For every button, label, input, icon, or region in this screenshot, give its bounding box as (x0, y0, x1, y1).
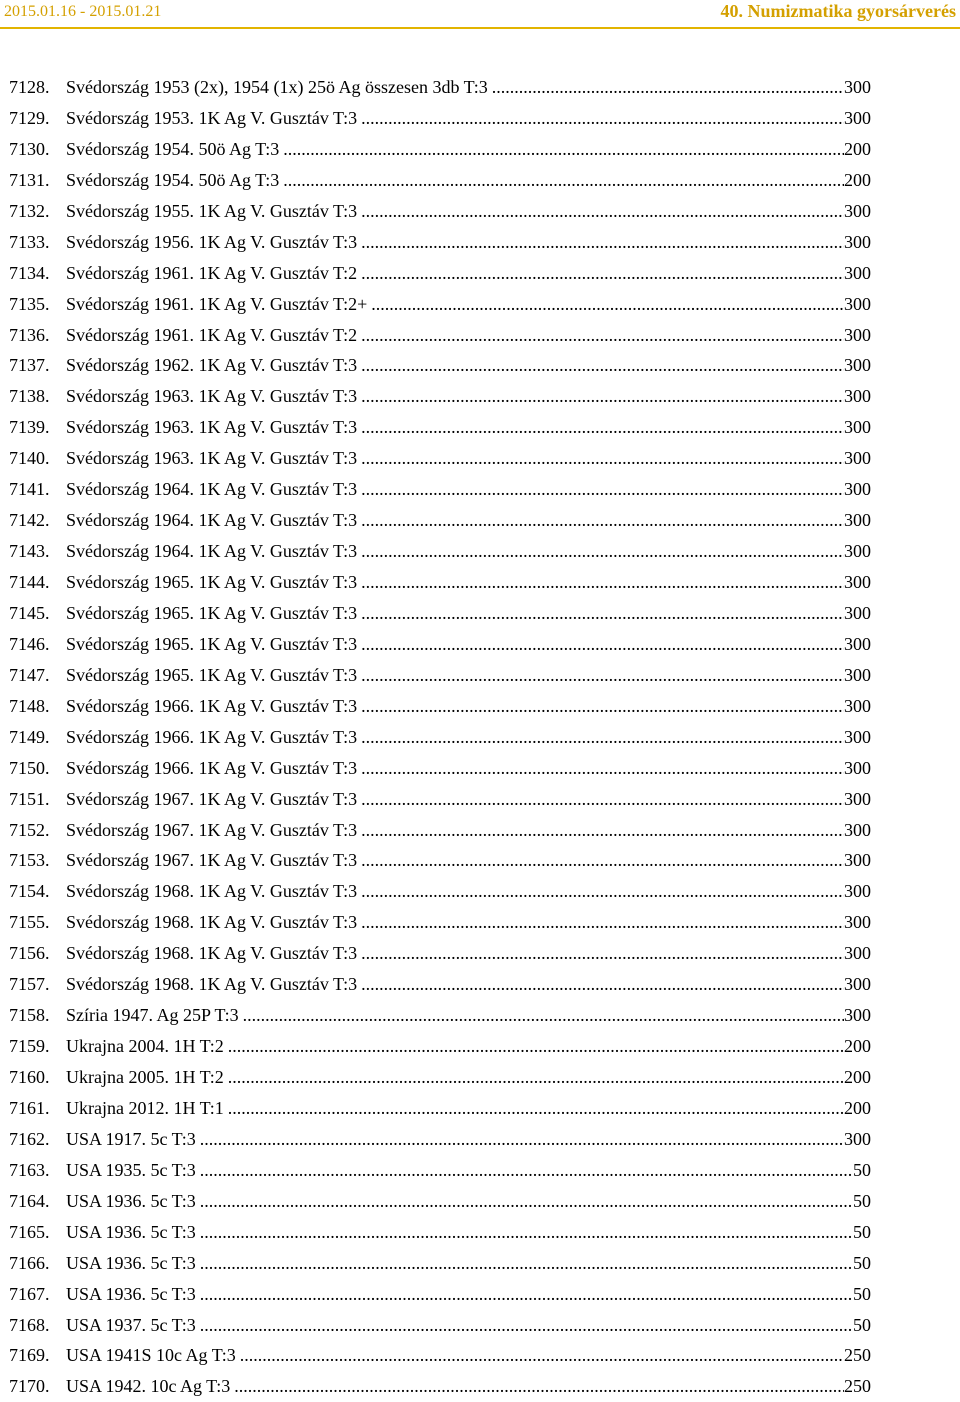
lot-number: 7131. (9, 169, 50, 190)
lot-starting-price: 300 (844, 943, 871, 964)
lot-description: Svédország 1964. 1K Ag V. Gusztáv T:3 (66, 479, 358, 500)
lot-starting-price: 300 (844, 850, 871, 871)
dot-leader (361, 103, 844, 134)
lot-number: 7144. (9, 572, 50, 592)
lot-row (9, 165, 871, 196)
lot-starting-price: 300 (844, 602, 871, 623)
header-divider (0, 27, 960, 29)
lot-starting-price: 300 (844, 664, 871, 685)
lot-description: Svédország 1967. 1K Ag V. Gusztáv T:3 (66, 850, 358, 871)
lot-starting-price: 300 (844, 881, 871, 902)
lot-row (9, 1248, 871, 1279)
lot-description: Svédország 1967. 1K Ag V. Gusztáv T:3 (66, 788, 358, 809)
lot-number: 7156. (9, 943, 50, 964)
lot-description: Ukrajna 2004. 1H T:2 (66, 1036, 224, 1057)
lot-description: Svédország 1967. 1K Ag V. Gusztáv T:3 (66, 819, 358, 840)
dot-leader (361, 474, 844, 505)
lot-starting-price: 300 (844, 1128, 871, 1149)
dot-leader (361, 845, 844, 876)
dot-leader (361, 227, 844, 258)
dot-leader (361, 629, 844, 660)
lot-description: Svédország 1965. 1K Ag V. Gusztáv T:3 (66, 664, 358, 685)
dot-leader (228, 1062, 844, 1093)
dot-leader (492, 72, 844, 103)
lot-number: 7151. (9, 788, 50, 809)
lot-starting-price: 300 (844, 231, 871, 252)
lot-number: 7155. (9, 912, 50, 933)
lot-number: 7135. (9, 293, 50, 314)
dot-leader (361, 876, 844, 907)
dot-leader (243, 1000, 844, 1031)
lot-starting-price: 50 (853, 1221, 871, 1242)
lot-number: 7146. (9, 633, 50, 654)
lot-starting-price: 300 (844, 726, 871, 747)
lot-starting-price: 250 (844, 1345, 871, 1366)
lot-starting-price: 300 (844, 293, 871, 314)
lot-description: Svédország 1965. 1K Ag V. Gusztáv T:3 (66, 602, 358, 623)
page-header (0, 0, 960, 30)
dot-leader (200, 1279, 853, 1310)
lot-description: USA 1936. 5c T:3 (66, 1283, 196, 1304)
dot-leader (283, 165, 844, 196)
lot-description: USA 1936. 5c T:3 (66, 1252, 196, 1273)
lot-description: Svédország 1968. 1K Ag V. Gusztáv T:3 (66, 943, 358, 964)
lot-description: Svédország 1954. 50ö Ag T:3 (66, 169, 280, 190)
auction-title: 40. Numizmatika gyorsárverés (720, 1, 956, 21)
lot-description: USA 1942. 10c Ag T:3 (66, 1376, 231, 1397)
lot-starting-price: 300 (844, 355, 871, 376)
lot-starting-price: 300 (844, 788, 871, 809)
lot-starting-price: 200 (844, 1036, 871, 1057)
lot-description: Svédország 1966. 1K Ag V. Gusztáv T:3 (66, 757, 358, 778)
lot-starting-price: 300 (844, 541, 871, 562)
lot-row (9, 907, 871, 938)
lot-description: Svédország 1953 (2x), 1954 (1x) 25ö Ag összesen 3db T:3 (66, 77, 488, 97)
lot-row (9, 1217, 871, 1248)
lot-starting-price: 300 (844, 417, 871, 438)
dot-leader (361, 567, 844, 598)
dot-leader (361, 196, 844, 227)
lot-starting-price: 300 (844, 1005, 871, 1026)
lot-starting-price: 50 (853, 1314, 871, 1335)
dot-leader (361, 505, 844, 536)
lot-row (9, 1031, 871, 1062)
dot-leader (361, 350, 844, 381)
lot-starting-price: 300 (844, 819, 871, 840)
lot-description: Svédország 1961. 1K Ag V. Gusztáv T:2+ (66, 293, 368, 314)
lot-starting-price: 200 (844, 138, 871, 159)
dot-leader (361, 320, 844, 351)
dot-leader (361, 536, 844, 567)
lot-row (9, 722, 871, 753)
dot-leader (361, 784, 844, 815)
dot-leader (228, 1031, 844, 1062)
lot-description: Svédország 1962. 1K Ag V. Gusztáv T:3 (66, 355, 358, 376)
lot-starting-price: 300 (844, 912, 871, 933)
lot-starting-price: 300 (844, 262, 871, 283)
lot-description: Szíria 1947. Ag 25P T:3 (66, 1005, 239, 1026)
lot-description: Svédország 1966. 1K Ag V. Gusztáv T:3 (66, 726, 358, 747)
dot-leader (361, 722, 844, 753)
lot-row (9, 1279, 871, 1310)
lot-row (9, 196, 871, 227)
lot-number: 7161. (9, 1097, 50, 1118)
lot-list (9, 72, 871, 1402)
lot-description: USA 1917. 5c T:3 (66, 1128, 196, 1149)
lot-description: Ukrajna 2012. 1H T:1 (66, 1097, 224, 1118)
lot-number: 7133. (9, 231, 50, 252)
dot-leader (361, 969, 844, 1000)
lot-starting-price: 300 (844, 479, 871, 500)
lot-description: USA 1935. 5c T:3 (66, 1159, 196, 1180)
auction-date-range: 2015.01.16 - 2015.01.21 (4, 3, 162, 20)
lot-number: 7143. (9, 541, 50, 562)
dot-leader (361, 907, 844, 938)
dot-leader (200, 1155, 853, 1186)
dot-leader (200, 1248, 853, 1279)
lot-number: 7137. (9, 355, 50, 376)
lot-row (9, 691, 871, 722)
lot-starting-price: 250 (844, 1376, 871, 1397)
lot-row (9, 474, 871, 505)
lot-number: 7168. (9, 1314, 50, 1335)
lot-number: 7139. (9, 417, 50, 438)
lot-row (9, 753, 871, 784)
lot-starting-price: 300 (844, 107, 871, 128)
dot-leader (200, 1186, 853, 1217)
dot-leader (361, 258, 844, 289)
lot-row (9, 134, 871, 165)
lot-number: 7159. (9, 1036, 50, 1057)
lot-row (9, 1062, 871, 1093)
lot-number: 7160. (9, 1067, 50, 1087)
lot-description: Svédország 1968. 1K Ag V. Gusztáv T:3 (66, 912, 358, 933)
lot-description: Svédország 1964. 1K Ag V. Gusztáv T:3 (66, 541, 358, 562)
lot-row (9, 536, 871, 567)
lot-starting-price: 300 (844, 386, 871, 407)
lot-row (9, 350, 871, 381)
lot-starting-price: 300 (844, 695, 871, 716)
lot-number: 7170. (9, 1376, 50, 1397)
lot-number: 7130. (9, 138, 50, 159)
lot-row (9, 72, 871, 103)
lot-starting-price: 300 (844, 200, 871, 221)
lot-number: 7129. (9, 107, 50, 128)
lot-number: 7166. (9, 1252, 50, 1273)
lot-number: 7163. (9, 1159, 50, 1180)
lot-number: 7140. (9, 448, 50, 469)
lot-row (9, 969, 871, 1000)
lot-starting-price: 300 (844, 510, 871, 531)
lot-number: 7158. (9, 1005, 50, 1026)
dot-leader (361, 938, 844, 969)
lot-row (9, 103, 871, 134)
lot-starting-price: 300 (844, 324, 871, 345)
lot-row (9, 505, 871, 536)
lot-starting-price: 200 (844, 169, 871, 190)
lot-number: 7167. (9, 1283, 50, 1304)
dot-leader (200, 1124, 844, 1155)
lot-description: Svédország 1966. 1K Ag V. Gusztáv T:3 (66, 695, 358, 716)
lot-description: Svédország 1964. 1K Ag V. Gusztáv T:3 (66, 510, 358, 531)
dot-leader (361, 381, 844, 412)
lot-row (9, 815, 871, 846)
lot-description: Svédország 1965. 1K Ag V. Gusztáv T:3 (66, 633, 358, 654)
lot-row (9, 845, 871, 876)
lot-number: 7136. (9, 324, 50, 345)
lot-row (9, 381, 871, 412)
dot-leader (283, 134, 844, 165)
dot-leader (240, 1340, 844, 1371)
lot-number: 7142. (9, 510, 50, 531)
lot-number: 7169. (9, 1345, 50, 1366)
lot-row (9, 876, 871, 907)
lot-number: 7138. (9, 386, 50, 407)
lot-description: Svédország 1956. 1K Ag V. Gusztáv T:3 (66, 231, 358, 252)
lot-description: Svédország 1954. 50ö Ag T:3 (66, 138, 280, 159)
lot-starting-price: 300 (844, 572, 871, 592)
dot-leader (228, 1093, 844, 1124)
lot-row (9, 258, 871, 289)
lot-description: Svédország 1963. 1K Ag V. Gusztáv T:3 (66, 386, 358, 407)
dot-leader (361, 443, 844, 474)
lot-starting-price: 300 (844, 633, 871, 654)
dot-leader (200, 1217, 853, 1248)
lot-row (9, 443, 871, 474)
lot-starting-price: 200 (844, 1067, 871, 1087)
lot-number: 7164. (9, 1190, 50, 1211)
lot-number: 7145. (9, 602, 50, 623)
lot-number: 7162. (9, 1128, 50, 1149)
lot-number: 7147. (9, 664, 50, 685)
lot-row (9, 289, 871, 320)
dot-leader (200, 1310, 853, 1341)
lot-row (9, 1310, 871, 1341)
lot-number: 7134. (9, 262, 50, 283)
dot-leader (371, 289, 844, 320)
lot-row (9, 1155, 871, 1186)
lot-starting-price: 300 (844, 77, 871, 97)
lot-row (9, 1093, 871, 1124)
dot-leader (361, 660, 844, 691)
lot-description: USA 1941S 10c Ag T:3 (66, 1345, 236, 1366)
lot-number: 7157. (9, 974, 50, 995)
lot-row (9, 1124, 871, 1155)
lot-starting-price: 300 (844, 448, 871, 469)
lot-description: USA 1937. 5c T:3 (66, 1314, 196, 1335)
lot-row (9, 1371, 871, 1402)
lot-description: Svédország 1963. 1K Ag V. Gusztáv T:3 (66, 448, 358, 469)
lot-description: Svédország 1961. 1K Ag V. Gusztáv T:2 (66, 262, 358, 283)
dot-leader (361, 815, 844, 846)
lot-description: Svédország 1953. 1K Ag V. Gusztáv T:3 (66, 107, 358, 128)
dot-leader (234, 1371, 844, 1402)
lot-row (9, 1000, 871, 1031)
lot-row (9, 660, 871, 691)
lot-number: 7154. (9, 881, 50, 902)
lot-number: 7150. (9, 757, 50, 778)
lot-number: 7152. (9, 819, 50, 840)
lot-description: Svédország 1968. 1K Ag V. Gusztáv T:3 (66, 974, 358, 995)
lot-number: 7149. (9, 726, 50, 747)
dot-leader (361, 412, 844, 443)
lot-row (9, 938, 871, 969)
lot-row (9, 320, 871, 351)
lot-row (9, 784, 871, 815)
lot-number: 7148. (9, 695, 50, 716)
lot-number: 7153. (9, 850, 50, 871)
lot-starting-price: 50 (853, 1190, 871, 1211)
lot-starting-price: 50 (853, 1283, 871, 1304)
dot-leader (361, 598, 844, 629)
lot-row (9, 412, 871, 443)
lot-starting-price: 50 (853, 1159, 871, 1180)
lot-description: Svédország 1955. 1K Ag V. Gusztáv T:3 (66, 200, 358, 221)
lot-description: Svédország 1963. 1K Ag V. Gusztáv T:3 (66, 417, 358, 438)
lot-description: USA 1936. 5c T:3 (66, 1221, 196, 1242)
lot-number: 7141. (9, 479, 50, 500)
dot-leader (361, 691, 844, 722)
lot-row (9, 1186, 871, 1217)
lot-row (9, 227, 871, 258)
lot-row (9, 629, 871, 660)
lot-starting-price: 300 (844, 757, 871, 778)
lot-row (9, 1340, 871, 1371)
lot-starting-price: 50 (853, 1252, 871, 1273)
lot-starting-price: 300 (844, 974, 871, 995)
lot-starting-price: 200 (844, 1097, 871, 1118)
lot-row (9, 598, 871, 629)
lot-description: Svédország 1965. 1K Ag V. Gusztáv T:3 (66, 572, 358, 592)
lot-description: Svédország 1968. 1K Ag V. Gusztáv T:3 (66, 881, 358, 902)
dot-leader (361, 753, 844, 784)
lot-description: Svédország 1961. 1K Ag V. Gusztáv T:2 (66, 324, 358, 345)
lot-row (9, 567, 871, 598)
lot-description: USA 1936. 5c T:3 (66, 1190, 196, 1211)
lot-number: 7132. (9, 200, 50, 221)
lot-description: Ukrajna 2005. 1H T:2 (66, 1067, 224, 1087)
lot-number: 7128. (9, 77, 50, 97)
lot-number: 7165. (9, 1221, 50, 1242)
